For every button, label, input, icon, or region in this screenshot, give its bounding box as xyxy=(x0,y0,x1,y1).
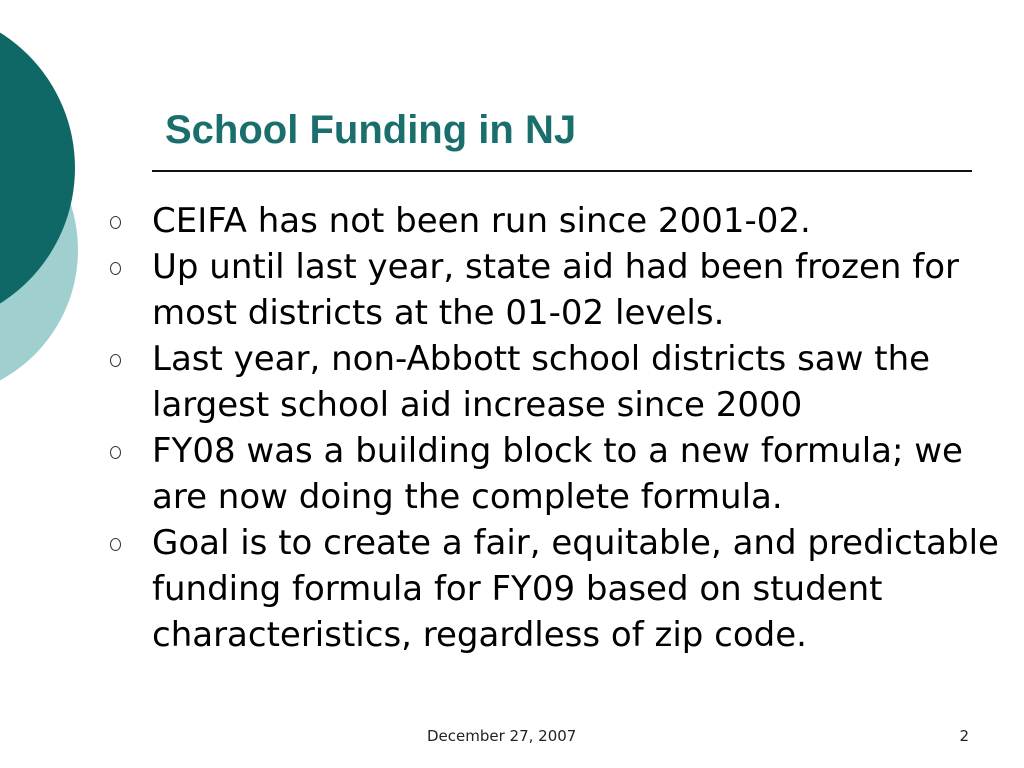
bullet-text: CEIFA has not been run since 2001-02. xyxy=(152,201,811,241)
bullet-item xyxy=(108,244,1008,336)
bullet-text: Last year, non-Abbott school districts saw the largest school aid increase since 2000 xyxy=(152,339,931,425)
bullet-item xyxy=(108,428,1008,520)
bullet-text: FY08 was a building block to a new formula; we are now doing the complete formula. xyxy=(152,431,963,517)
bullet-circle-icon xyxy=(110,538,121,551)
footer-date: December 27, 2007 xyxy=(427,727,577,745)
title-underline xyxy=(152,170,972,172)
bullet-circle-icon xyxy=(110,216,121,229)
page-number: 2 xyxy=(959,727,969,745)
bullet-circle-icon xyxy=(110,446,121,459)
slide-title: School Funding in NJ xyxy=(165,108,577,152)
bullet-text: Up until last year, state aid had been frozen for most districts at the 01-02 levels. xyxy=(152,247,960,333)
bullet-text: Goal is to create a fair, equitable, and predictable funding formula for FY09 based on student characteristics, regardless of zip code. xyxy=(152,523,999,655)
bullet-circle-icon xyxy=(110,354,121,367)
bullet-list xyxy=(108,198,1008,658)
bullet-circle-icon xyxy=(110,262,121,275)
bullet-item xyxy=(108,336,1008,428)
bullet-item xyxy=(108,198,1008,244)
bullet-item xyxy=(108,520,1008,658)
